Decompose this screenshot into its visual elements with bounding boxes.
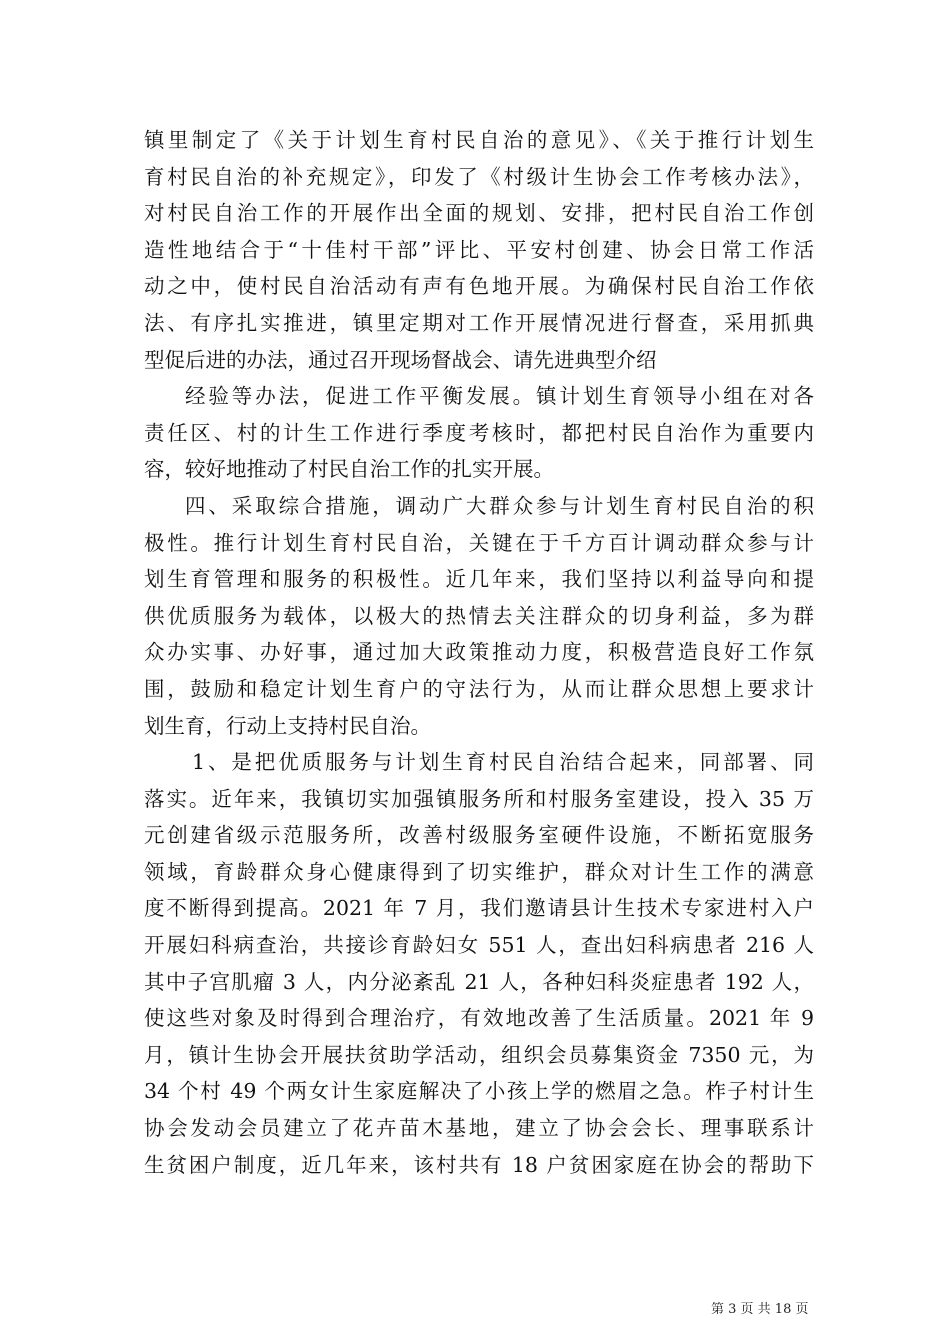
text-line: 划生育管理和服务的积极性。近几年来，我们坚持以利益导向和提 xyxy=(144,567,814,592)
text-line: 月，镇计生协会开展扶贫助学活动，组织会员募集资金 7350 元，为 xyxy=(144,1042,814,1067)
text-line: 动之中，使村民自治活动有声有色地开展。为确保村民自治工作依 xyxy=(144,274,814,299)
text-line: 极性。推行计划生育村民自治，关键在于千方百计调动群众参与计 xyxy=(144,530,814,555)
text-line: 协会发动会员建立了花卉苗木基地，建立了协会会长、理事联系计 xyxy=(144,1116,814,1141)
paragraph xyxy=(144,488,814,744)
text-line: 造性地结合于“十佳村干部”评比、平安村创建、协会日常工作活 xyxy=(144,237,814,262)
text-line: 元创建省级示范服务所，改善村级服务室硬件设施，不断拓宽服务 xyxy=(144,823,814,848)
text-line: 落实。近年来，我镇切实加强镇服务所和村服务室建设，投入 35 万 xyxy=(144,786,814,811)
paragraph xyxy=(144,122,814,378)
text-line: 法、有序扎实推进，镇里定期对工作开展情况进行督查，采用抓典 xyxy=(144,310,814,335)
text-line: 围，鼓励和稳定计划生育户的守法行为，从而让群众思想上要求计 xyxy=(144,676,814,701)
text-line: 四、采取综合措施，调动广大群众参与计划生育村民自治的积 xyxy=(185,493,814,518)
text-line: 供优质服务为载体，以极大的热情去关注群众的切身利益，多为群 xyxy=(144,603,814,628)
paragraph xyxy=(144,744,814,1183)
text-line: 生贫困户制度，近几年来，该村共有 18 户贫困家庭在协会的帮助下 xyxy=(144,1152,814,1177)
text-line: 型促后进的办法，通过召开现场督战会、请先进典型介绍 xyxy=(144,347,657,372)
text-line: 34 个村 49 个两女计生家庭解决了小孩上学的燃眉之急。柞子村计生 xyxy=(144,1079,814,1104)
page-number-footer: 第 3 页 共 18 页 xyxy=(711,1302,809,1317)
text-line: 容，较好地推动了村民自治工作的扎实开展。 xyxy=(144,457,554,482)
text-line: 划生育，行动上支持村民自治。 xyxy=(144,713,431,738)
text-line: 育村民自治的补充规定》，印发了《村级计生协会工作考核办法》， xyxy=(144,164,814,189)
text-line: 责任区、村的计生工作进行季度考核时，都把村民自治作为重要内 xyxy=(144,420,814,445)
text-line: 使这些对象及时得到合理治疗，有效地改善了生活质量。2021 年 9 xyxy=(144,1006,814,1031)
body-text xyxy=(144,122,814,1183)
text-line: 1、是把优质服务与计划生育村民自治结合起来，同部署、同 xyxy=(192,750,814,775)
text-line: 众办实事、办好事，通过加大政策推动力度，积极营造良好工作氛 xyxy=(144,640,814,665)
paragraph xyxy=(144,378,814,488)
text-line: 度不断得到提高。2021 年 7 月，我们邀请县计生技术专家进村入户 xyxy=(144,896,814,921)
text-line: 其中子宫肌瘤 3 人，内分泌紊乱 21 人，各种妇科炎症患者 192 人， xyxy=(144,969,814,994)
text-line: 开展妇科病查治，共接诊育龄妇女 551 人，查出妇科病患者 216 人 xyxy=(144,933,814,958)
text-line: 领域，育龄群众身心健康得到了切实维护，群众对计生工作的满意 xyxy=(144,859,814,884)
text-line: 对村民自治工作的开展作出全面的规划、安排，把村民自治工作创 xyxy=(144,201,814,226)
text-line: 经验等办法，促进工作平衡发展。镇计划生育领导小组在对各 xyxy=(185,384,814,409)
text-line: 镇里制定了《关于计划生育村民自治的意见》、《关于推行计划生 xyxy=(144,128,814,152)
